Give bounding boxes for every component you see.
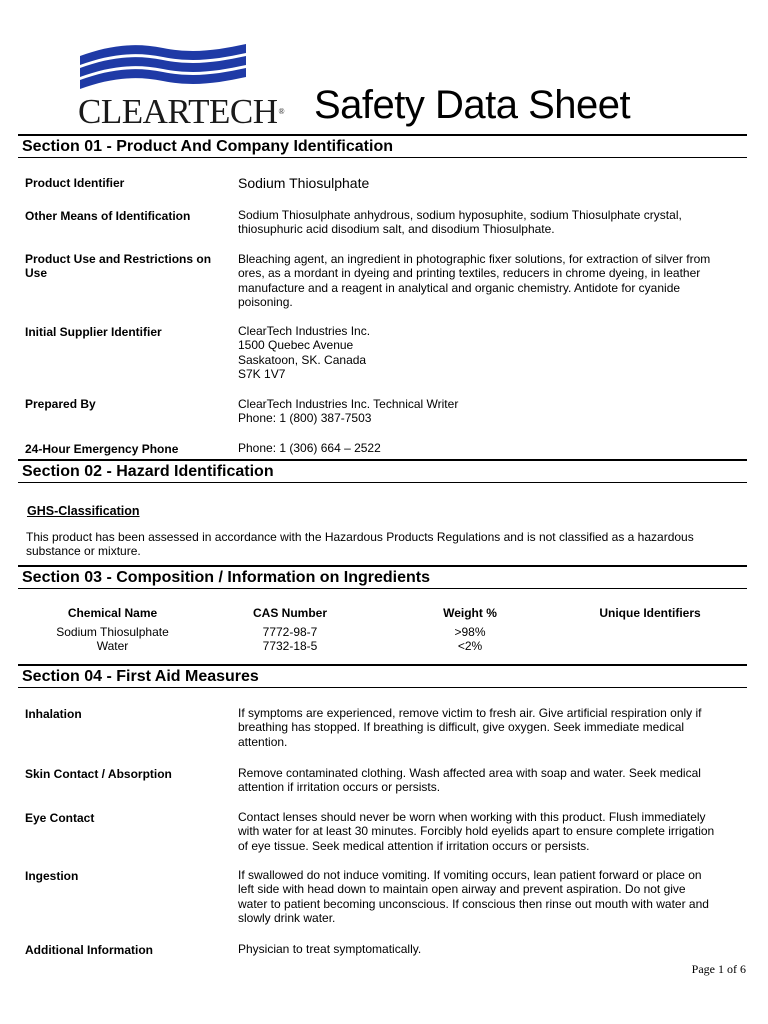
ghs-classification-title: GHS-Classification (27, 504, 140, 518)
product-use-value: Bleaching agent, an ingredient in photographic fixer solutions, for extraction of silver from ores, as a mordant in dyeing and printing textiles, reducers in chrome dyeing, in leather manufacture and a reagent in analytical and organic chemistry. Antidote for cyanide poisoning. (238, 252, 711, 310)
table-cell-weight: >98% (454, 625, 486, 639)
section-title: Section 04 - First Aid Measures (22, 668, 259, 685)
ghs-classification-text: This product has been assessed in accordance with the Hazardous Products Regulations and is not classified as a hazardous substance or mixture. (26, 530, 694, 559)
additional-info-value: Physician to treat symptomatically. (238, 942, 422, 956)
section-title: Section 02 - Hazard Identification (22, 463, 274, 480)
inhalation-value: If symptoms are experienced, remove victim to fresh air. Give artificial respiration only if breathing has stopped. If breathing is difficult, give oxygen. Seek immediate medical attention. (238, 706, 702, 749)
cleartech-logo (78, 40, 285, 132)
emergency-phone-label: 24-Hour Emergency Phone (25, 442, 179, 456)
table-cell-cas-number: 7772-98-7 (262, 625, 318, 639)
section-title: Section 03 - Composition / Information on Ingredients (22, 569, 431, 586)
additional-info-label: Additional Information (25, 943, 153, 957)
section-02-header (18, 459, 747, 483)
section-01-header (18, 134, 747, 158)
other-means-label: Other Means of Identification (25, 209, 191, 223)
other-means-value: Sodium Thiosulphate anhydrous, sodium hyposuphite, sodium Thiosulphate crystal, thiosuphuric acid disodium salt, and disodium Thiosulphate. (238, 208, 682, 237)
table-cell-chemical-name: Sodium Thiosulphate (56, 625, 169, 639)
wave-logo-icon (78, 40, 248, 96)
skin-contact-value: Remove contaminated clothing. Wash affected area with soap and water. Seek medical attention if irritation occurs or persists. (238, 766, 701, 795)
prepared-by-label: Prepared By (25, 397, 96, 411)
table-cell-weight: <2% (457, 639, 483, 653)
skin-contact-label: Skin Contact / Absorption (25, 767, 172, 781)
ingestion-label: Ingestion (25, 869, 79, 883)
section-title: Section 01 - Product And Company Identification (22, 138, 393, 155)
supplier-value: ClearTech Industries Inc. 1500 Quebec Avenue Saskatoon, SK. Canada S7K 1V7 (238, 324, 371, 382)
product-identifier-label: Product Identifier (25, 176, 125, 190)
column-header-unique-identifiers: Unique Identifiers (599, 606, 701, 620)
emergency-phone-value: Phone: 1 (306) 664 – 2522 (238, 441, 381, 455)
logo-wordmark: CLEARTECH® (78, 92, 285, 131)
table-cell-cas-number: 7732-18-5 (262, 639, 318, 653)
eye-contact-label: Eye Contact (25, 811, 95, 825)
section-03-header (18, 565, 747, 589)
inhalation-label: Inhalation (25, 707, 82, 721)
section-04-header (18, 664, 747, 688)
column-header-chemical-name: Chemical Name (67, 606, 158, 620)
document-title: Safety Data Sheet (314, 83, 631, 127)
column-header-cas-number: CAS Number (252, 606, 327, 620)
table-cell-chemical-name: Water (96, 639, 129, 653)
supplier-label: Initial Supplier Identifier (25, 325, 162, 339)
prepared-by-value: ClearTech Industries Inc. Technical Writer Phone: 1 (800) 387-7503 (238, 397, 459, 426)
eye-contact-value: Contact lenses should never be worn when working with this product. Flush immediately with water for at least 30 minutes. Forcibly hold eyelids apart to ensure complete irrigation of eye tissue. Seek medical attention if irritation occurs or persists. (238, 810, 715, 853)
page-number: Page 1 of 6 (691, 962, 746, 976)
product-identifier-value: Sodium Thiosulphate (238, 175, 370, 191)
ingestion-value: If swallowed do not induce vomiting. If vomiting occurs, lean patient forward or place on left side with head down to maintain open airway and prevent aspiration. Do not give water to patient becoming unconscious. If conscious then rinse out mouth with water and slowly drink water. (238, 868, 709, 926)
column-header-weight: Weight % (443, 606, 497, 620)
product-use-label: Product Use and Restrictions on Use (25, 252, 212, 280)
